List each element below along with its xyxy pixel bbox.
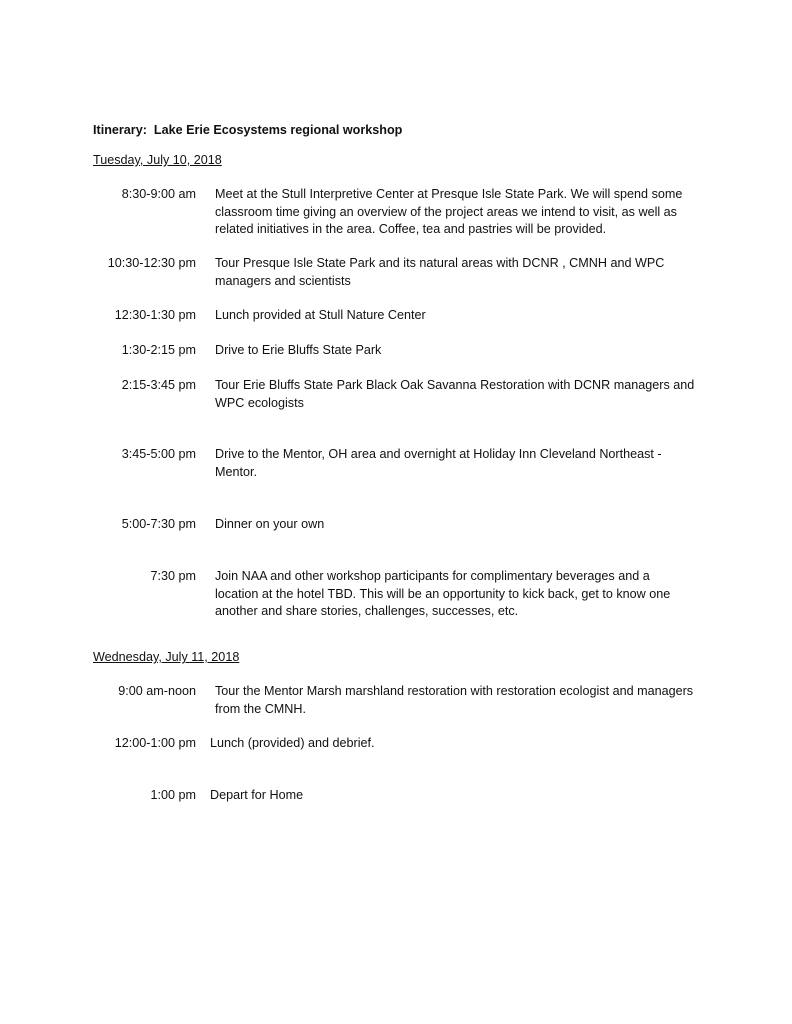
entry-time: 12:00-1:00 pm bbox=[114, 736, 196, 750]
document-title: Itinerary: Lake Erie Ecosystems regional workshop bbox=[93, 123, 403, 137]
entry-description: Depart for Home bbox=[210, 788, 304, 802]
entry-description: Join NAA and other workshop participants for complimentary beverages and a location at the hotel TBD. This will be an opportunity to kick back, get to know one another and share stories, challenges, successes, etc. bbox=[215, 569, 671, 618]
entry-description: Drive to Erie Bluffs State Park bbox=[215, 343, 382, 357]
day-heading-wednesday: Wednesday, July 11, 2018 bbox=[93, 650, 240, 664]
entry-description: Lunch provided at Stull Nature Center bbox=[215, 308, 426, 322]
entry-description: Tour Erie Bluffs State Park Black Oak Savanna Restoration with DCNR managers and WPC ecologists bbox=[215, 378, 695, 410]
entry-time: 9:00 am-noon bbox=[118, 684, 196, 698]
entry-time: 10:30-12:30 pm bbox=[107, 256, 196, 270]
entry-description: Tour the Mentor Marsh marshland restoration with restoration ecologist and managers from the CMNH. bbox=[215, 684, 694, 716]
entry-description: Tour Presque Isle State Park and its natural areas with DCNR , CMNH and WPC managers and scientists bbox=[215, 256, 665, 288]
entry-time: 1:30-2:15 pm bbox=[121, 343, 196, 357]
day-heading-tuesday: Tuesday, July 10, 2018 bbox=[93, 153, 222, 167]
entry-description: Meet at the Stull Interpretive Center at Presque Isle State Park. We will spend some classroom time giving an overview of the project areas we intend to visit, as well as related initiatives in the area. Coffee, tea and pastries will be provided. bbox=[215, 187, 683, 236]
entry-description: Drive to the Mentor, OH area and overnight at Holiday Inn Cleveland Northeast - Mentor. bbox=[215, 447, 662, 479]
entry-time: 8:30-9:00 am bbox=[121, 187, 196, 201]
entry-description: Dinner on your own bbox=[215, 517, 325, 531]
entry-time: 5:00-7:30 pm bbox=[121, 517, 196, 531]
entry-time: 3:45-5:00 pm bbox=[121, 447, 196, 461]
entry-time: 7:30 pm bbox=[150, 569, 196, 583]
entry-time: 2:15-3:45 pm bbox=[121, 378, 196, 392]
entry-time: 1:00 pm bbox=[150, 788, 196, 802]
entry-description: Lunch (provided) and debrief. bbox=[210, 736, 375, 750]
entry-time: 12:30-1:30 pm bbox=[114, 308, 196, 322]
